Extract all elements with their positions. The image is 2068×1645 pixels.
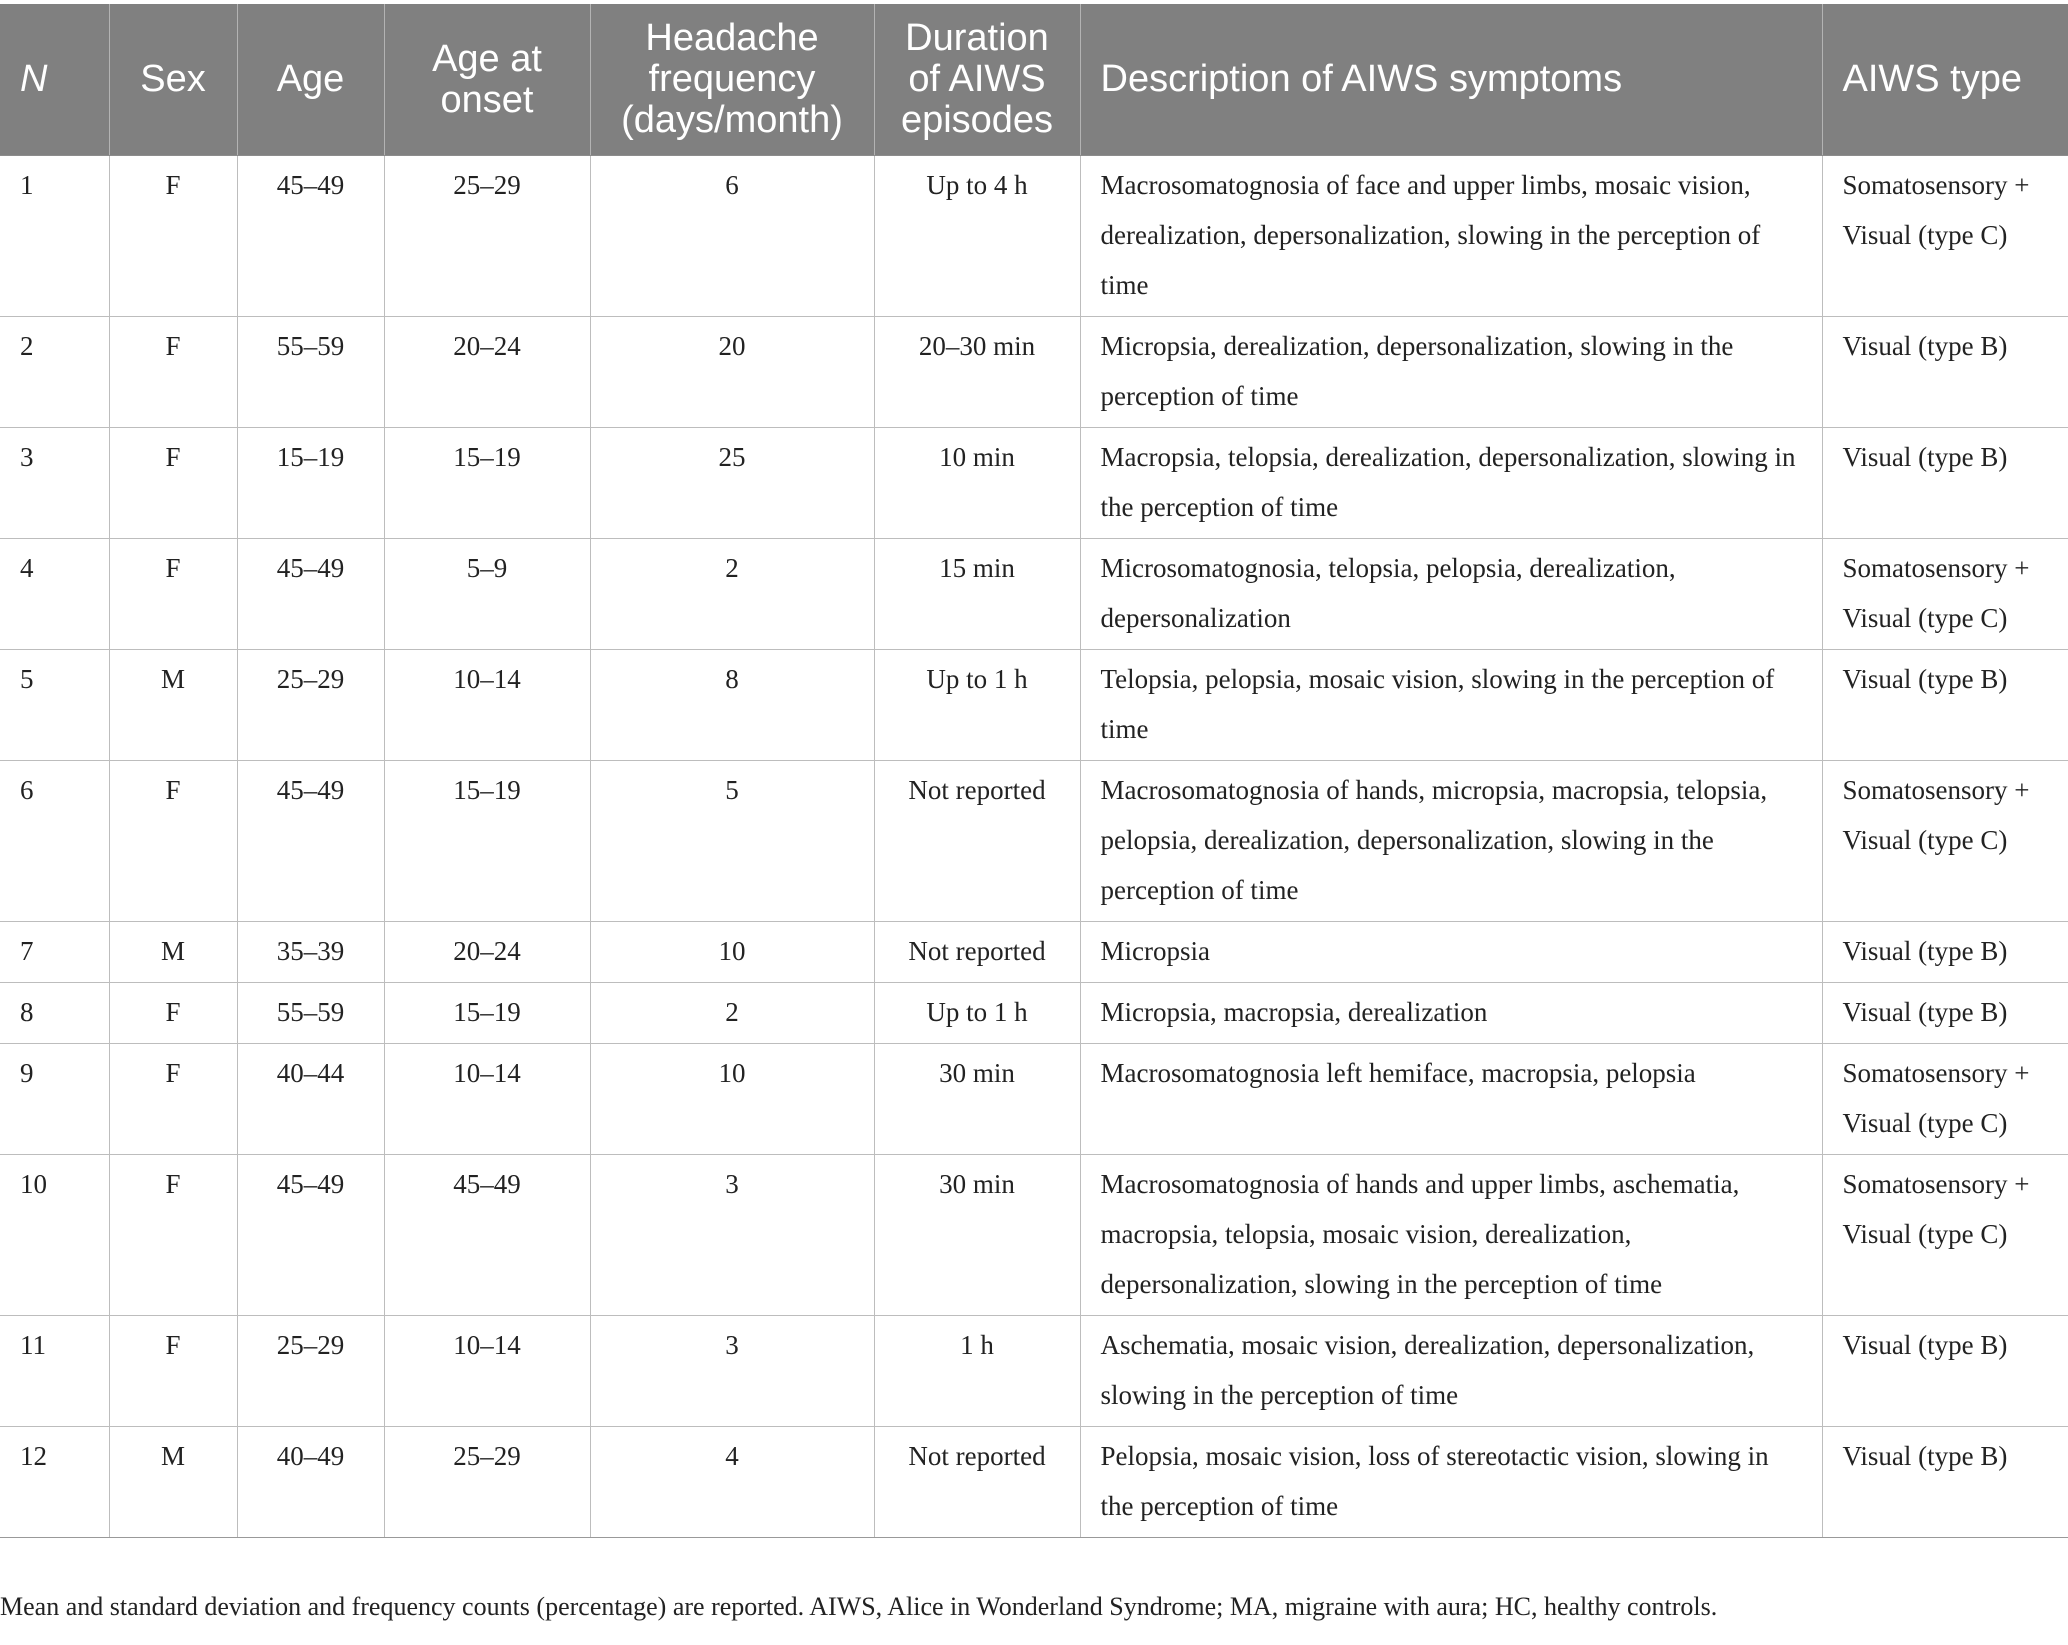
cell-description: Macropsia, telopsia, derealization, depersonalization, slowing in the perception of time	[1080, 428, 1822, 539]
cell-n: 12	[0, 1427, 109, 1538]
cell-headache-frequency: 10	[590, 922, 874, 983]
cell-aiws-type: Somatosensory + Visual (type C)	[1822, 156, 2068, 317]
cell-duration: 30 min	[874, 1044, 1080, 1155]
cell-description: Macrosomatognosia of face and upper limbs, mosaic vision, derealization, depersonalization, slowing in the perception of time	[1080, 156, 1822, 317]
table-footnote: Mean and standard deviation and frequency counts (percentage) are reported. AIWS, Alice in Wonderland Syndrome; MA, migraine with aura; HC, healthy controls.	[0, 1592, 1718, 1621]
cell-n: 4	[0, 539, 109, 650]
column-header-headache-frequency: Headache frequency (days/month)	[590, 4, 874, 156]
table-row	[0, 1316, 2068, 1427]
cell-duration: Up to 1 h	[874, 983, 1080, 1044]
cell-sex: M	[109, 650, 237, 761]
cell-age-at-onset: 15–19	[384, 428, 590, 539]
cell-aiws-type: Visual (type B)	[1822, 428, 2068, 539]
cell-age: 55–59	[237, 317, 384, 428]
cell-description: Aschematia, mosaic vision, derealization, depersonalization, slowing in the perception of time	[1080, 1316, 1822, 1427]
cell-aiws-type: Visual (type B)	[1822, 650, 2068, 761]
cell-duration: 1 h	[874, 1316, 1080, 1427]
cell-headache-frequency: 8	[590, 650, 874, 761]
cell-duration: Not reported	[874, 922, 1080, 983]
table-row	[0, 156, 2068, 317]
cell-age-at-onset: 20–24	[384, 922, 590, 983]
column-header-age: Age	[237, 4, 384, 156]
cell-sex: M	[109, 922, 237, 983]
cell-duration: Up to 4 h	[874, 156, 1080, 317]
cell-age-at-onset: 15–19	[384, 761, 590, 922]
cell-headache-frequency: 6	[590, 156, 874, 317]
table-row	[0, 1044, 2068, 1155]
cell-duration: Up to 1 h	[874, 650, 1080, 761]
cell-age-at-onset: 15–19	[384, 983, 590, 1044]
cell-headache-frequency: 2	[590, 983, 874, 1044]
cell-age: 45–49	[237, 1155, 384, 1316]
cell-n: 8	[0, 983, 109, 1044]
table-row	[0, 761, 2068, 922]
cell-age: 15–19	[237, 428, 384, 539]
cell-n: 11	[0, 1316, 109, 1427]
cell-sex: F	[109, 1044, 237, 1155]
cell-headache-frequency: 5	[590, 761, 874, 922]
cell-sex: F	[109, 1316, 237, 1427]
patient-characteristics-table	[0, 4, 2068, 1538]
cell-aiws-type: Visual (type B)	[1822, 922, 2068, 983]
cell-age-at-onset: 10–14	[384, 650, 590, 761]
column-header-aiws-type: AIWS type	[1822, 4, 2068, 156]
cell-duration: 15 min	[874, 539, 1080, 650]
cell-age-at-onset: 10–14	[384, 1044, 590, 1155]
cell-aiws-type: Visual (type B)	[1822, 983, 2068, 1044]
table-row	[0, 317, 2068, 428]
cell-age-at-onset: 10–14	[384, 1316, 590, 1427]
cell-aiws-type: Somatosensory + Visual (type C)	[1822, 761, 2068, 922]
cell-n: 1	[0, 156, 109, 317]
table-header	[0, 4, 2068, 156]
column-header-description: Description of AIWS symptoms	[1080, 4, 1822, 156]
cell-age: 45–49	[237, 761, 384, 922]
cell-description: Telopsia, pelopsia, mosaic vision, slowing in the perception of time	[1080, 650, 1822, 761]
cell-age: 55–59	[237, 983, 384, 1044]
cell-age-at-onset: 20–24	[384, 317, 590, 428]
table-row	[0, 1427, 2068, 1538]
cell-sex: M	[109, 1427, 237, 1538]
cell-n: 7	[0, 922, 109, 983]
cell-description: Pelopsia, mosaic vision, loss of stereotactic vision, slowing in the perception of time	[1080, 1427, 1822, 1538]
cell-aiws-type: Somatosensory + Visual (type C)	[1822, 539, 2068, 650]
cell-sex: F	[109, 1155, 237, 1316]
cell-description: Macrosomatognosia of hands and upper limbs, aschematia, macropsia, telopsia, mosaic vision, derealization, depersonalization, slowing in the perception of time	[1080, 1155, 1822, 1316]
table-body	[0, 156, 2068, 1538]
cell-sex: F	[109, 317, 237, 428]
cell-n: 6	[0, 761, 109, 922]
cell-aiws-type: Visual (type B)	[1822, 1316, 2068, 1427]
cell-age: 45–49	[237, 539, 384, 650]
cell-age-at-onset: 5–9	[384, 539, 590, 650]
cell-n: 9	[0, 1044, 109, 1155]
cell-headache-frequency: 4	[590, 1427, 874, 1538]
cell-age: 40–49	[237, 1427, 384, 1538]
table-row	[0, 539, 2068, 650]
cell-duration: 30 min	[874, 1155, 1080, 1316]
cell-sex: F	[109, 428, 237, 539]
cell-age: 45–49	[237, 156, 384, 317]
cell-n: 2	[0, 317, 109, 428]
cell-sex: F	[109, 539, 237, 650]
column-header-duration: Duration of AIWS episodes	[874, 4, 1080, 156]
cell-description: Micropsia	[1080, 922, 1822, 983]
cell-duration: 10 min	[874, 428, 1080, 539]
table-row	[0, 922, 2068, 983]
cell-headache-frequency: 3	[590, 1155, 874, 1316]
cell-age-at-onset: 25–29	[384, 156, 590, 317]
cell-description: Macrosomatognosia left hemiface, macropsia, pelopsia	[1080, 1044, 1822, 1155]
cell-n: 5	[0, 650, 109, 761]
header-row	[0, 4, 2068, 156]
cell-headache-frequency: 3	[590, 1316, 874, 1427]
cell-headache-frequency: 25	[590, 428, 874, 539]
cell-age: 25–29	[237, 650, 384, 761]
cell-age-at-onset: 45–49	[384, 1155, 590, 1316]
cell-headache-frequency: 10	[590, 1044, 874, 1155]
column-header-sex: Sex	[109, 4, 237, 156]
cell-aiws-type: Somatosensory + Visual (type C)	[1822, 1044, 2068, 1155]
patient-table-container	[0, 4, 2068, 1538]
cell-age: 40–44	[237, 1044, 384, 1155]
cell-n: 10	[0, 1155, 109, 1316]
cell-age: 25–29	[237, 1316, 384, 1427]
cell-description: Macrosomatognosia of hands, micropsia, macropsia, telopsia, pelopsia, derealization, depersonalization, slowing in the perception of time	[1080, 761, 1822, 922]
table-row	[0, 428, 2068, 539]
cell-duration: 20–30 min	[874, 317, 1080, 428]
column-header-n: N	[0, 4, 109, 156]
table-row	[0, 1155, 2068, 1316]
cell-description: Micropsia, derealization, depersonalization, slowing in the perception of time	[1080, 317, 1822, 428]
cell-sex: F	[109, 761, 237, 922]
cell-sex: F	[109, 156, 237, 317]
cell-headache-frequency: 2	[590, 539, 874, 650]
cell-duration: Not reported	[874, 761, 1080, 922]
cell-sex: F	[109, 983, 237, 1044]
cell-aiws-type: Somatosensory + Visual (type C)	[1822, 1155, 2068, 1316]
cell-description: Micropsia, macropsia, derealization	[1080, 983, 1822, 1044]
table-row	[0, 650, 2068, 761]
column-header-age-at-onset: Age at onset	[384, 4, 590, 156]
cell-headache-frequency: 20	[590, 317, 874, 428]
table-row	[0, 983, 2068, 1044]
cell-age-at-onset: 25–29	[384, 1427, 590, 1538]
cell-aiws-type: Visual (type B)	[1822, 1427, 2068, 1538]
cell-age: 35–39	[237, 922, 384, 983]
cell-duration: Not reported	[874, 1427, 1080, 1538]
cell-description: Microsomatognosia, telopsia, pelopsia, derealization, depersonalization	[1080, 539, 1822, 650]
cell-aiws-type: Visual (type B)	[1822, 317, 2068, 428]
cell-n: 3	[0, 428, 109, 539]
